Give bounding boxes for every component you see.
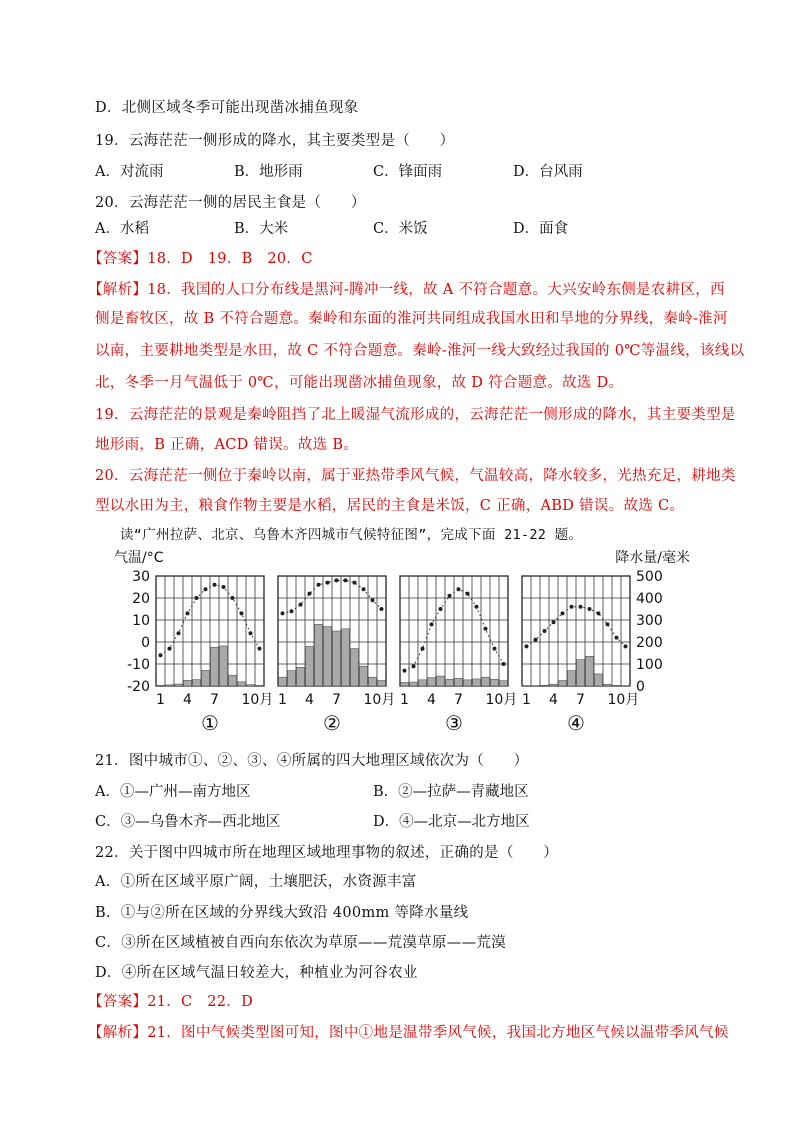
temperature-axis-label: 气温/°C xyxy=(114,550,164,566)
q20-stem: 20．云海茫茫一侧的居民主食是（ ） xyxy=(95,195,366,211)
x-tick-label: 4 xyxy=(549,692,558,708)
panel-name: ② xyxy=(323,711,341,735)
precipitation-bar xyxy=(342,629,350,686)
temperature-point xyxy=(177,631,181,635)
temperature-point xyxy=(240,611,244,615)
precipitation-bar xyxy=(568,671,576,686)
q19-option-b: B．地形雨 xyxy=(234,164,303,180)
panel-name: ④ xyxy=(567,711,585,735)
answer-text-2: 21．C 22．D xyxy=(147,994,254,1010)
temperature-point xyxy=(597,611,601,615)
temperature-point xyxy=(412,664,416,668)
x-tick-label: 4 xyxy=(427,692,436,708)
analysis-q19-line-2: 地形雨，B 正确，ACD 错误。故选 B。 xyxy=(95,437,359,453)
temperature-point xyxy=(403,669,407,673)
precipitation-bar xyxy=(410,682,418,686)
q21-option-d: D．④—北京—北方地区 xyxy=(373,814,530,830)
temperature-point xyxy=(281,611,285,615)
q22-option-d: D．④所在区域气温日较差大，种植业为河谷农业 xyxy=(95,965,418,981)
temperature-point xyxy=(168,647,172,651)
precipitation-bar xyxy=(247,685,255,686)
x-tick-label: 1 xyxy=(278,692,287,708)
q21-option-a: A．①—广州—南方地区 xyxy=(95,784,251,800)
temperature-point xyxy=(543,629,547,633)
precipitation-tick-label: 0 xyxy=(636,679,645,695)
temperature-point xyxy=(186,611,190,615)
q19-stem: 19．云海茫茫一侧形成的降水，其主要类型是（ ） xyxy=(95,133,455,149)
precipitation-bar xyxy=(220,646,228,686)
precipitation-bar xyxy=(360,666,368,686)
q20-option-c: C．米饭 xyxy=(373,221,428,237)
precipitation-bar xyxy=(166,685,174,686)
precipitation-bar xyxy=(550,684,558,686)
answer-label-2: 【答案】 xyxy=(88,994,148,1010)
temperature-point xyxy=(570,605,574,609)
precipitation-tick-label: 300 xyxy=(636,613,663,629)
temperature-point xyxy=(290,609,294,613)
q20-option-d: D．面食 xyxy=(513,221,569,237)
temperature-tick-label: 10 xyxy=(132,613,150,629)
precipitation-bar xyxy=(288,671,296,686)
precipitation-bar xyxy=(401,682,409,686)
q18-option-d: D．北侧区域冬季可能出现凿冰捕鱼现象 xyxy=(95,100,359,116)
precipitation-bar xyxy=(500,681,508,686)
temperature-tick-label: -10 xyxy=(127,657,150,673)
q19-option-d: D．台风雨 xyxy=(513,164,583,180)
temperature-point xyxy=(624,644,628,648)
temperature-point xyxy=(195,596,199,600)
analysis-line-2: 侧是畜牧区，故 B 不符合题意。秦岭和东面的淮河共同组成我国水田和旱地的分界线，秦岭-淮河 xyxy=(95,311,728,327)
precipitation-bar xyxy=(238,682,246,686)
precipitation-bar xyxy=(315,624,323,686)
temperature-point xyxy=(421,647,425,651)
answer-block-2 xyxy=(88,990,253,1011)
temperature-point xyxy=(552,620,556,624)
precipitation-bar xyxy=(595,674,603,686)
temperature-point xyxy=(588,607,592,611)
temperature-point xyxy=(606,622,610,626)
analysis-q20-line-1: 20．云海茫茫一侧位于秦岭以南，属于亚热带季风气候，气温较高，降水较多，光热充足，耕地类 xyxy=(95,468,736,484)
x-tick-label: 10月 xyxy=(485,692,518,708)
q22-option-a: A．①所在区域平原广阔，土壤肥沃，水资源丰富 xyxy=(95,874,417,890)
chart-intro: 读“广州拉萨、北京、乌鲁木齐四城市气候特征图”，完成下面 21-22 题。 xyxy=(120,527,583,543)
precipitation-bar xyxy=(184,680,192,686)
x-tick-label: 1 xyxy=(522,692,531,708)
q22-option-b: B．①与②所在区域的分界线大致沿 400mm 等降水量线 xyxy=(95,905,469,921)
temperature-tick-label: 0 xyxy=(141,635,150,651)
precipitation-bar xyxy=(175,684,183,686)
q22-stem: 22．关于图中四城市所在地理区域地理事物的叙述，正确的是（ ） xyxy=(95,845,559,861)
precipitation-bar xyxy=(211,647,219,686)
temperature-point xyxy=(335,578,339,582)
temperature-point xyxy=(534,638,538,642)
analysis-text: 18．我国的人口分布线是黑河-腾冲一线，故 A 不符合题意。大兴安岭东侧是农耕区，西 xyxy=(147,282,725,298)
q21-option-c: C．③—乌鲁木齐—西北地区 xyxy=(95,814,281,830)
x-tick-label: 1 xyxy=(156,692,165,708)
temperature-point xyxy=(258,647,262,651)
precipitation-tick-label: 200 xyxy=(636,635,663,651)
x-tick-label: 7 xyxy=(454,692,463,708)
precipitation-bar xyxy=(604,684,612,686)
q19-option-c: C．锋面雨 xyxy=(373,164,443,180)
precipitation-bar xyxy=(473,679,481,686)
temperature-point xyxy=(222,585,226,589)
q19-option-a: A．对流雨 xyxy=(95,164,164,180)
analysis-block-2 xyxy=(88,1021,729,1042)
temperature-point xyxy=(448,594,452,598)
temperature-point xyxy=(159,653,163,657)
analysis-q20-line-2: 型以水田为主，粮食作物主要是水稻，居民的主食是米饭，C 正确，ABD 错误。故选 C。 xyxy=(95,498,685,514)
temperature-point xyxy=(362,587,366,591)
analysis-q19-line-1: 19．云海茫茫的景观是秦岭阻挡了北上暖湿气流形成的，云海茫茫一侧形成的降水，其主要类型是 xyxy=(95,407,736,423)
analysis-line-1 xyxy=(88,278,725,299)
q21-option-b: B．②—拉萨—青藏地区 xyxy=(373,784,529,800)
x-tick-label: 7 xyxy=(210,692,219,708)
temperature-point xyxy=(299,603,303,607)
precipitation-bar xyxy=(586,656,594,686)
temperature-point xyxy=(213,583,217,587)
q21-stem: 21．图中城市①、②、③、④所属的四大地理区域依次为（ ） xyxy=(95,753,529,769)
temperature-point xyxy=(344,578,348,582)
precipitation-tick-label: 100 xyxy=(636,657,663,673)
temperature-point xyxy=(371,598,375,602)
precipitation-bar xyxy=(279,677,287,686)
precipitation-bar xyxy=(324,627,332,686)
precipitation-bar xyxy=(306,646,314,686)
temperature-point xyxy=(308,592,312,596)
climate-chart xyxy=(112,548,692,738)
temperature-tick-label: -20 xyxy=(127,679,150,695)
precipitation-bar xyxy=(559,681,567,687)
temperature-tick-label: 20 xyxy=(132,591,150,607)
temperature-point xyxy=(249,631,253,635)
q20-option-a: A．水稻 xyxy=(95,221,149,237)
precipitation-bar xyxy=(491,679,499,686)
analysis-label-2: 【解析】 xyxy=(88,1025,148,1041)
temperature-tick-label: 30 xyxy=(132,569,150,585)
temperature-point xyxy=(353,581,357,585)
precipitation-bar xyxy=(455,678,463,686)
analysis-line-3: 以南，主要耕地类型是水田，故 C 不符合题意。秦岭-淮河一线大致经过我国的 0℃等温线，该线以 xyxy=(95,343,745,359)
x-tick-label: 7 xyxy=(576,692,585,708)
temperature-point xyxy=(326,581,330,585)
x-tick-label: 10月 xyxy=(607,692,640,708)
temperature-point xyxy=(484,627,488,631)
precipitation-bar xyxy=(428,678,436,686)
x-tick-label: 1 xyxy=(400,692,409,708)
temperature-point xyxy=(502,662,506,666)
precipitation-bar xyxy=(464,680,472,686)
x-tick-label: 10月 xyxy=(363,692,396,708)
precipitation-bar xyxy=(297,667,305,686)
precipitation-axis-label: 降水量/毫米 xyxy=(615,550,690,566)
analysis-line-4: 北，冬季一月气温低于 0℃，可能出现凿冰捕鱼现象，故 D 符合题意。故选 D。 xyxy=(95,375,624,391)
precipitation-bar xyxy=(193,680,201,686)
temperature-point xyxy=(493,647,497,651)
panel-name: ③ xyxy=(445,711,463,735)
precipitation-bar xyxy=(378,681,386,687)
temperature-point xyxy=(457,587,461,591)
x-tick-label: 10月 xyxy=(241,692,274,708)
x-tick-label: 4 xyxy=(183,692,192,708)
temperature-point xyxy=(204,587,208,591)
climate-chart-svg xyxy=(112,548,692,738)
precipitation-bar xyxy=(202,670,210,686)
precipitation-bar xyxy=(446,679,454,686)
temperature-point xyxy=(380,607,384,611)
precipitation-bar xyxy=(437,676,445,686)
precipitation-bar xyxy=(229,675,237,686)
q20-option-b: B．大米 xyxy=(234,221,289,237)
precipitation-bar xyxy=(541,685,549,686)
temperature-point xyxy=(430,622,434,626)
panel-name: ① xyxy=(201,711,219,735)
precipitation-tick-label: 400 xyxy=(636,591,663,607)
precipitation-bar xyxy=(351,649,359,686)
precipitation-bar xyxy=(157,685,165,686)
temperature-point xyxy=(579,605,583,609)
temperature-point xyxy=(615,636,619,640)
temperature-point xyxy=(475,605,479,609)
answer-label: 【答案】 xyxy=(88,251,148,267)
x-tick-label: 4 xyxy=(305,692,314,708)
temperature-point xyxy=(231,596,235,600)
analysis-label: 【解析】 xyxy=(88,282,148,298)
temperature-point xyxy=(525,644,529,648)
precipitation-bar xyxy=(369,677,377,686)
answer-text: 18．D 19．B 20．C xyxy=(147,251,313,267)
x-tick-label: 7 xyxy=(332,692,341,708)
precipitation-tick-label: 500 xyxy=(636,569,663,585)
answer-block-1 xyxy=(88,247,313,268)
precipitation-bar xyxy=(333,631,341,686)
temperature-point xyxy=(466,592,470,596)
temperature-point xyxy=(317,583,321,587)
precipitation-bar xyxy=(577,660,585,686)
temperature-point xyxy=(561,611,565,615)
precipitation-bar xyxy=(482,677,490,686)
precipitation-bar xyxy=(419,680,427,686)
q22-option-c: C．③所在区域植被自西向东依次为草原——荒漠草原——荒漠 xyxy=(95,935,506,951)
analysis-text-2: 21．图中气候类型图可知，图中①地是温带季风气候，我国北方地区气候以温带季风气候 xyxy=(147,1025,729,1041)
temperature-point xyxy=(439,607,443,611)
